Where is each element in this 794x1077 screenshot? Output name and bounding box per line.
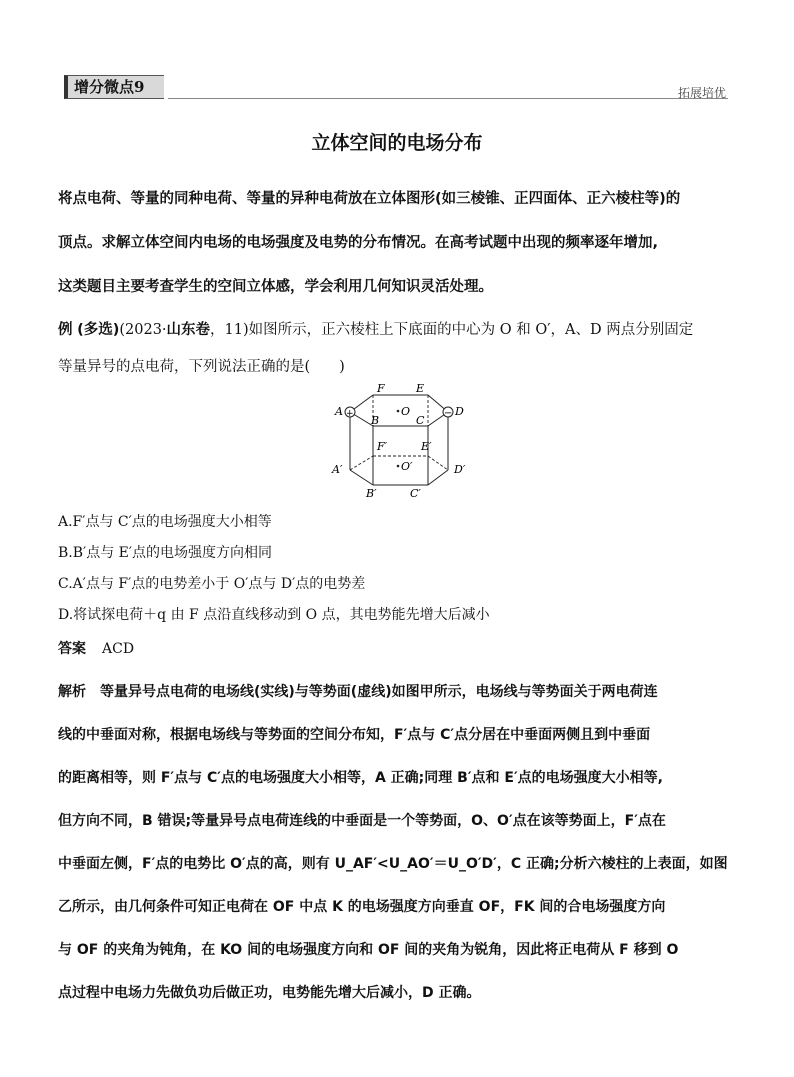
question-prefix: 例 (58, 322, 73, 338)
hexagonal-prism-figure (330, 380, 470, 500)
header-right-label: 拓展培优 (677, 86, 726, 100)
analysis-line-1 (58, 681, 738, 701)
question-line-1 (58, 318, 693, 339)
label-C-prime: C′ (410, 487, 421, 500)
label-A-prime: A′ (332, 463, 343, 476)
intro-line-1: 将点电荷、等量的同种电荷、等量的异种电荷放在立体图形(如三棱锥、正四面体、正六棱柱等)的 (58, 191, 681, 207)
label-B: B (371, 414, 380, 427)
question-line-2: 等量异号的点电荷，下列说法正确的是( ) (58, 359, 345, 375)
analysis-line-6: 乙所示，由几何条件可知正电荷在 OF 中点 K 的电场强度方向垂直 OF，FK 间的合电场强度方向 (58, 899, 666, 915)
answer-label: 答案 (58, 641, 86, 657)
page-title: 立体空间的电场分布 (311, 132, 483, 154)
question-type: (多选) (77, 322, 120, 338)
option-c: C.A′点与 F′点的电势差小于 O′点与 D′点的电势差 (58, 576, 366, 592)
question-stem: ，11)如图所示，正六棱柱上下底面的中心为 O 和 O′，A、D 两点分别固定 (210, 322, 694, 338)
analysis-line-2: 线的中垂面对称，根据电场线与等势面的空间分布知，F′点与 C′点分居在中垂面两侧且到中垂面 (58, 727, 651, 743)
analysis-line-4: 但方向不同，B 错误;等量异号点电荷连线的中垂面是一个等势面，O、O′点在该等势面上，F′点在 (58, 813, 666, 829)
question-source-a: (2023· (119, 322, 167, 338)
label-D: D (455, 405, 464, 418)
option-a: A.F′点与 C′点的电场强度大小相等 (58, 514, 272, 530)
label-B-prime: B′ (366, 487, 377, 500)
label-A: A (335, 405, 343, 418)
label-C: C (416, 414, 425, 427)
answer (58, 638, 134, 658)
label-O-prime: O′ (401, 460, 413, 473)
intro-line-3: 这类题目主要考查学生的空间立体感，学会利用几何知识灵活处理。 (58, 279, 493, 295)
label-F-prime: F′ (377, 440, 388, 453)
label-E-prime: E′ (421, 440, 432, 453)
analysis-line-3: 的距离相等，则 F′点与 C′点的电场强度大小相等，A 正确;同理 B′点和 E′点的电场强度大小相等, (58, 770, 663, 786)
plus-sign: + (346, 409, 354, 419)
intro-line-2: 顶点。求解立体空间内电场的电场强度及电势的分布情况。在高考试题中出现的频率逐年增加, (58, 235, 659, 251)
analysis-text-1: 等量异号点电荷的电场线(实线)与等势面(虚线)如图甲所示，电场线与等势面关于两电荷连 (100, 684, 658, 700)
label-O: O (401, 405, 411, 418)
answer-value: ACD (102, 641, 135, 657)
option-b: B.B′点与 E′点的电场强度方向相同 (58, 545, 273, 561)
header-rule (168, 98, 728, 99)
section-tag: 增分微点9 (64, 75, 164, 99)
label-F: F (377, 382, 385, 395)
question-source-b: 山东卷 (166, 322, 211, 338)
analysis-line-8: 点过程中电场力先做负功后做正功，电势能先增大后减小，D 正确。 (58, 985, 481, 1001)
label-E: E (416, 382, 425, 395)
analysis-line-5: 中垂面左侧，F′点的电势比 O′点的高，则有 U_AF′<U_AO′＝U_O′D′，C 正确;分析六棱柱的上表面，如图 (58, 856, 728, 872)
option-d: D.将试探电荷＋q 由 F 点沿直线移动到 O 点，其电势能先增大后减小 (58, 607, 490, 623)
analysis-line-7: 与 OF 的夹角为钝角，在 KO 间的电场强度方向和 OF 间的夹角为锐角，因此将正电荷从 F 移到 O (58, 942, 679, 958)
analysis-label: 解析 (58, 684, 86, 700)
minus-sign: − (444, 408, 453, 419)
label-D-prime: D′ (454, 463, 466, 476)
